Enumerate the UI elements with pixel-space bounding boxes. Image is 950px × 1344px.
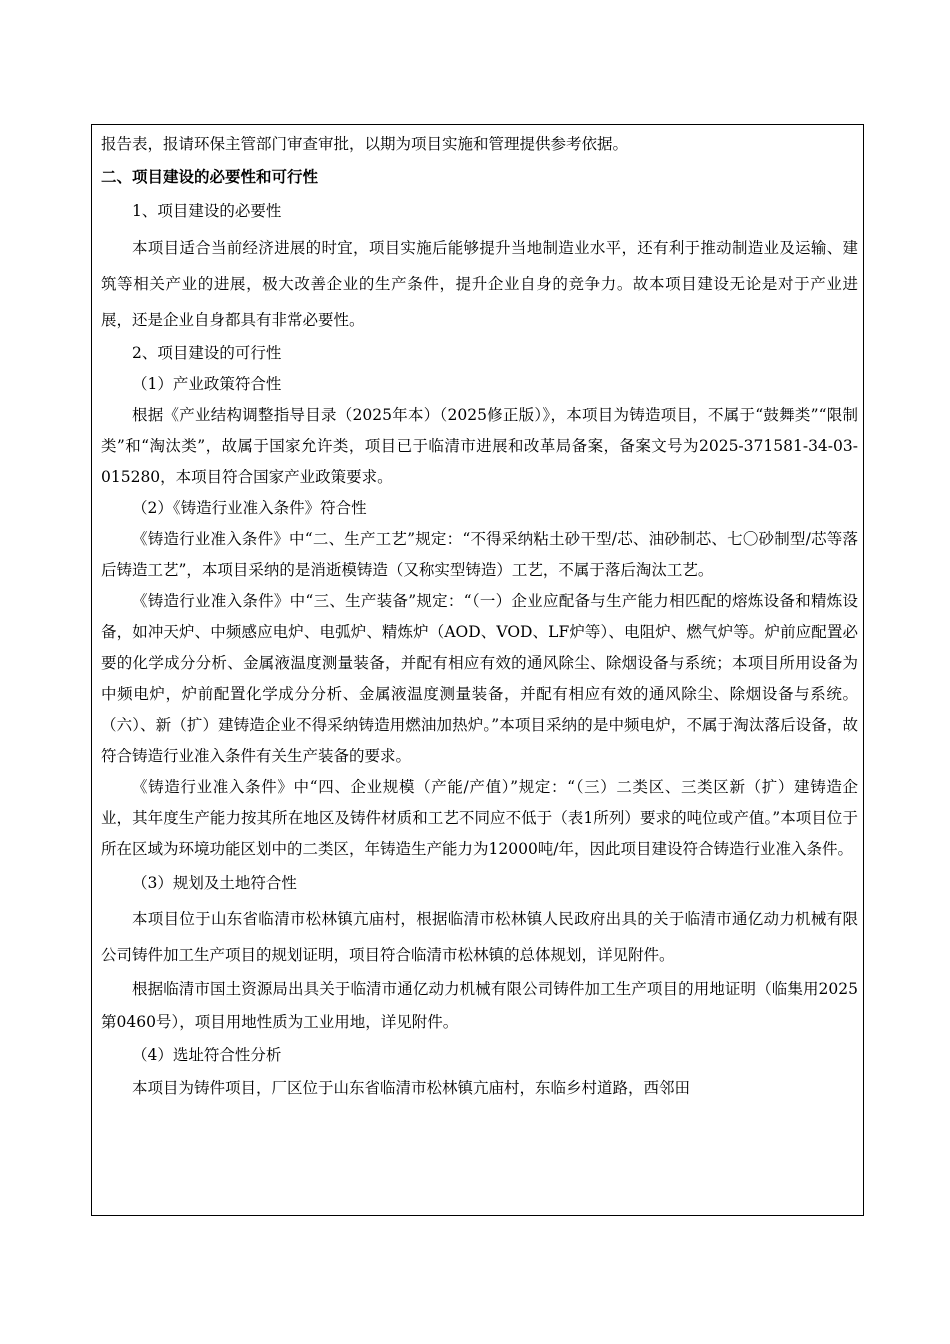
- subheading-foundry-access: （2）《铸造行业准入条件》符合性: [132, 498, 367, 517]
- subheading-necessity: 1、项目建设的必要性: [132, 202, 282, 220]
- subheading-planning-land: （3）规划及土地符合性: [132, 873, 297, 892]
- section-heading-necessity-feasibility: 二、项目建设的必要性和可行性: [101, 167, 319, 186]
- paragraph-site-selection: 本项目为铸件项目，厂区位于山东省临清市松林镇亢庙村，东临乡村道路，西邻田: [132, 1078, 691, 1097]
- paragraph-production-equipment: 《铸造行业准入条件》中“三、生产装备”规定：“（一）企业应配备与生产能力相匹配的熔炼设备和精炼设备，如冲天炉、中频感应电炉、电弧炉、精炼炉（AOD、VOD、LF炉等）、电阻炉、燃气炉等。炉前应配置必要的化学成分分析、金属液温度测量装备，并配有相应有效的通风除尘、除烟设备与系统；本项目所用设备为中频电炉，炉前配置化学成分分析、金属液温度测量装备，并配有相应有效的通风除尘、除烟设备与系统。（六）、新（扩）建铸造企业不得采纳铸造用燃油加热炉。”本项目采纳的是中频电炉，不属于淘汰落后设备，故符合铸造行业准入条件有关生产装备的要求。: [101, 591, 858, 765]
- paragraph-planning-certificate: 本项目位于山东省临清市松林镇亢庙村，根据临清市松林镇人民政府出具的关于临清市通亿动力机械有限公司铸件加工生产项目的规划证明，项目符合临清市松林镇的总体规划，详见附件。: [101, 909, 858, 964]
- paragraph-industrial-policy: 根据《产业结构调整指导目录（2025年本）（2025修正版）》，本项目为铸造项目，不属于“鼓舞类”“限制类”和“淘汰类”，故属于国家允许类，项目已于临清市进展和改革局备案，备案文号为2025-371581-34-03-015280，本项目符合国家产业政策要求。: [101, 405, 858, 486]
- paragraph-necessity: 本项目适合当前经济进展的时宜，项目实施后能够提升当地制造业水平，还有利于推动制造业及运输、建筑等相关产业的进展，极大改善企业的生产条件，提升企业自身的竞争力。故本项目建设无论是对于产业进展，还是企业自身都具有非常必要性。: [101, 238, 858, 329]
- document-body: [101, 129, 858, 1105]
- subheading-industrial-policy: （1）产业政策符合性: [132, 374, 282, 393]
- subheading-site-selection: （4）选址符合性分析: [132, 1045, 282, 1064]
- subheading-feasibility: 2、项目建设的可行性: [132, 343, 282, 362]
- document-frame: [91, 124, 864, 1216]
- paragraph-enterprise-scale: 《铸造行业准入条件》中“四、企业规模（产能/产值）”规定：“（三）二类区、三类区新（扩）建铸造企业，其年度生产能力按其所在地区及铸件材质和工艺不同应不低于（表1所列）要求的吨位或产值。”本项目位于所在区域为环境功能区划中的二类区，年铸造生产能力为12000吨/年，因此项目建设符合铸造行业准入条件。: [101, 777, 858, 858]
- paragraph-report-submission: 报告表，报请环保主管部门审查审批，以期为项目实施和管理提供参考依据。: [101, 135, 629, 153]
- paragraph-land-use-certificate: 根据临清市国土资源局出具关于临清市通亿动力机械有限公司铸件加工生产项目的用地证明（临集用2025第0460号），项目用地性质为工业用地，详见附件。: [101, 979, 858, 1031]
- paragraph-production-process: 《铸造行业准入条件》中“二、生产工艺”规定：“不得采纳粘土砂干型/芯、油砂制芯、七〇砂制型/芯等落后铸造工艺”，本项目采纳的是消逝模铸造（又称实型铸造）工艺，不属于落后淘汰工艺。: [101, 529, 858, 579]
